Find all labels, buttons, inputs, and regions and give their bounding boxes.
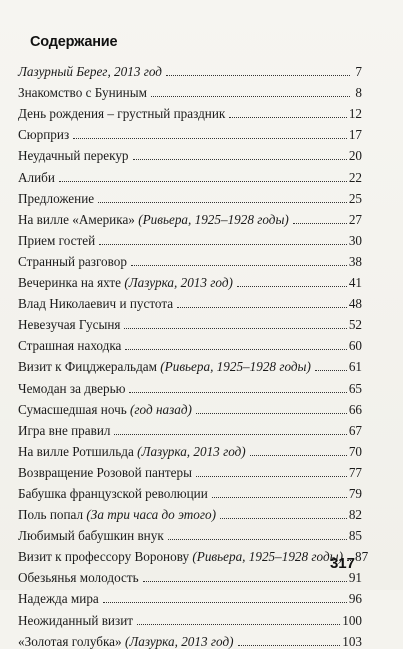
toc-entry xyxy=(18,459,362,480)
toc-page-number: 79 xyxy=(348,485,362,501)
chapter-title: Возвращение Розовой пантеры xyxy=(18,464,192,480)
chapter-title: Влад Николаевич и пустота xyxy=(18,296,174,312)
toc-entry xyxy=(18,290,362,311)
chapter-title: Странный разговор xyxy=(18,253,127,269)
toc-entry-title xyxy=(18,381,127,396)
dot-leader xyxy=(114,433,346,435)
toc-entry-title xyxy=(18,233,97,248)
toc-page-number: 66 xyxy=(348,401,362,417)
dot-leader xyxy=(238,644,341,646)
toc-entry xyxy=(18,269,362,290)
toc-entry-title xyxy=(18,254,129,269)
toc-entry xyxy=(18,142,362,163)
toc-entry xyxy=(18,185,362,206)
dot-leader xyxy=(177,306,347,308)
chapter-title: Любимый бабушкин внук xyxy=(18,528,164,544)
toc-entry-title xyxy=(18,212,291,227)
toc-entry-title xyxy=(18,106,227,121)
chapter-note: (Ривьера, 1925–1928 годы) xyxy=(192,549,343,565)
chapter-title: Вечеринка на яхте xyxy=(18,275,125,291)
chapter-title: Обезьянья молодость xyxy=(18,570,139,586)
toc-page-number: 67 xyxy=(348,422,362,438)
toc-page-number: 27 xyxy=(348,211,362,227)
toc-entry xyxy=(18,100,362,121)
dot-leader xyxy=(229,116,347,118)
page-number: 317 xyxy=(329,555,355,572)
toc-entry-title xyxy=(18,528,166,543)
chapter-title: «Золотая голубка» xyxy=(18,633,125,649)
dot-leader xyxy=(59,180,347,182)
dot-leader xyxy=(151,95,350,97)
toc-entry xyxy=(18,353,362,374)
dot-leader xyxy=(293,222,347,224)
toc-page-number: 65 xyxy=(348,380,362,396)
toc-entry xyxy=(18,417,362,438)
toc-entry xyxy=(18,311,362,332)
toc-entry xyxy=(18,564,362,585)
toc-entry-title xyxy=(18,613,135,628)
toc-entry-title xyxy=(18,275,235,290)
dot-leader xyxy=(124,327,346,329)
toc-entry xyxy=(18,206,362,227)
dot-leader xyxy=(73,137,347,139)
toc-entry xyxy=(18,332,362,353)
toc-entry xyxy=(18,606,362,627)
toc-page-number: 87 xyxy=(354,549,369,565)
chapter-title: Невезучая Гусыня xyxy=(18,317,121,333)
chapter-title: Прием гостей xyxy=(18,232,96,248)
toc-page-number: 61 xyxy=(348,359,362,375)
toc-entry-title xyxy=(18,465,194,480)
dot-leader xyxy=(99,243,347,245)
toc-entry-title xyxy=(18,127,71,142)
toc-entry xyxy=(18,79,362,100)
chapter-note: (Ривьера, 1925–1928 годы) xyxy=(160,359,311,375)
chapter-note: (год назад) xyxy=(130,401,192,417)
toc-entry-title xyxy=(18,507,218,522)
chapter-title: Визит к Фицджеральдам xyxy=(18,359,161,375)
toc-entry-title xyxy=(18,338,123,353)
toc-entry-title xyxy=(18,296,175,311)
chapter-title: Сумасшедшая ночь xyxy=(18,401,131,417)
toc-entry xyxy=(18,396,362,417)
toc-entry-title xyxy=(18,549,345,564)
chapter-title: Неожиданный визит xyxy=(18,612,134,628)
toc-page-number: 7 xyxy=(355,64,362,80)
toc-page-number: 48 xyxy=(348,296,362,312)
dot-leader xyxy=(212,496,347,498)
chapter-title: Поль попал xyxy=(18,507,87,523)
toc-page-number: 96 xyxy=(348,591,362,607)
toc-page-number: 8 xyxy=(355,85,362,101)
table-of-contents xyxy=(18,58,369,649)
toc-entry-title xyxy=(18,444,248,459)
dot-leader xyxy=(143,580,347,582)
dot-leader xyxy=(133,158,347,160)
toc-page-number: 38 xyxy=(348,253,362,269)
toc-entry xyxy=(18,248,362,269)
toc-page-number: 52 xyxy=(348,317,362,333)
dot-leader xyxy=(220,517,347,519)
toc-entry xyxy=(18,163,362,184)
toc-entry xyxy=(18,58,362,79)
dot-leader xyxy=(166,74,350,76)
chapter-title: Страшная находка xyxy=(18,338,122,354)
chapter-note: (Ривьера, 1925–1928 годы) xyxy=(138,211,289,227)
chapter-note: (За три часа до этого) xyxy=(86,507,216,523)
chapter-title: Алиби xyxy=(18,169,55,185)
toc-entry xyxy=(18,543,369,565)
dot-leader xyxy=(315,369,347,371)
chapter-title: На вилле Ротшильда xyxy=(18,443,138,459)
contents-heading: Содержание xyxy=(30,34,118,50)
toc-entry xyxy=(18,227,362,248)
toc-entry xyxy=(18,501,362,522)
toc-entry xyxy=(18,438,362,459)
dot-leader xyxy=(125,348,346,350)
toc-entry-title xyxy=(18,359,313,374)
toc-entry-title xyxy=(18,570,141,585)
dot-leader xyxy=(196,475,347,477)
chapter-title: Предложение xyxy=(18,190,95,206)
chapter-title: Визит к профессору Воронову xyxy=(18,549,193,565)
toc-page-number: 17 xyxy=(348,127,362,143)
toc-entry-title xyxy=(18,191,96,206)
chapter-title: Лазурный Берег, 2013 год xyxy=(18,64,162,80)
toc-entry-title xyxy=(18,634,236,649)
toc-page-number: 70 xyxy=(348,443,362,459)
chapter-note: (Лазурка, 2013 год) xyxy=(124,633,234,649)
toc-entry xyxy=(18,522,362,543)
dot-leader xyxy=(250,454,347,456)
toc-entry-title xyxy=(18,170,57,185)
chapter-title: Игра вне правил xyxy=(18,422,111,438)
toc-page-number: 20 xyxy=(348,148,362,164)
chapter-title: Бабушка французской революции xyxy=(18,485,208,501)
toc-page-number: 41 xyxy=(348,275,362,291)
toc-page-number: 103 xyxy=(342,633,362,649)
dot-leader xyxy=(137,623,340,625)
dot-leader xyxy=(103,601,347,603)
toc-page-number: 100 xyxy=(342,612,362,628)
dot-leader xyxy=(129,391,346,393)
dot-leader xyxy=(131,264,347,266)
toc-page-number: 85 xyxy=(348,528,362,544)
chapter-title: Чемодан за дверью xyxy=(18,380,126,396)
toc-page-number: 30 xyxy=(348,232,362,248)
dot-leader xyxy=(196,412,347,414)
dot-leader xyxy=(168,538,347,540)
toc-entry-title xyxy=(18,85,149,100)
toc-entry xyxy=(18,585,362,606)
toc-entry xyxy=(18,628,362,649)
toc-page-number: 91 xyxy=(348,570,362,586)
toc-page-number: 82 xyxy=(348,507,362,523)
toc-entry xyxy=(18,121,362,142)
chapter-title: День рождения – грустный праздник xyxy=(18,106,226,122)
toc-entry-title xyxy=(18,591,101,606)
toc-entry xyxy=(18,480,362,501)
toc-page-number: 22 xyxy=(348,169,362,185)
toc-entry xyxy=(18,374,362,395)
toc-entry-title xyxy=(18,423,112,438)
toc-entry-title xyxy=(18,317,122,332)
chapter-title: На вилле «Америка» xyxy=(18,211,139,227)
toc-page-number: 25 xyxy=(348,190,362,206)
chapter-title: Знакомство с Буниным xyxy=(18,85,147,101)
chapter-title: Надежда мира xyxy=(18,591,99,607)
toc-page-number: 77 xyxy=(348,464,362,480)
toc-entry-title xyxy=(18,402,194,417)
toc-page-number: 60 xyxy=(348,338,362,354)
chapter-note: (Лазурка, 2013 год) xyxy=(124,275,233,291)
chapter-title: Сюрприз xyxy=(18,127,70,143)
toc-entry-title xyxy=(18,148,131,163)
dot-leader xyxy=(98,201,347,203)
toc-entry-title xyxy=(18,486,210,501)
dot-leader xyxy=(237,285,347,287)
chapter-note: (Лазурка, 2013 год) xyxy=(137,443,246,459)
chapter-title: Неудачный перекур xyxy=(18,148,129,164)
toc-page-number: 12 xyxy=(348,106,362,122)
toc-entry-title xyxy=(18,64,164,79)
